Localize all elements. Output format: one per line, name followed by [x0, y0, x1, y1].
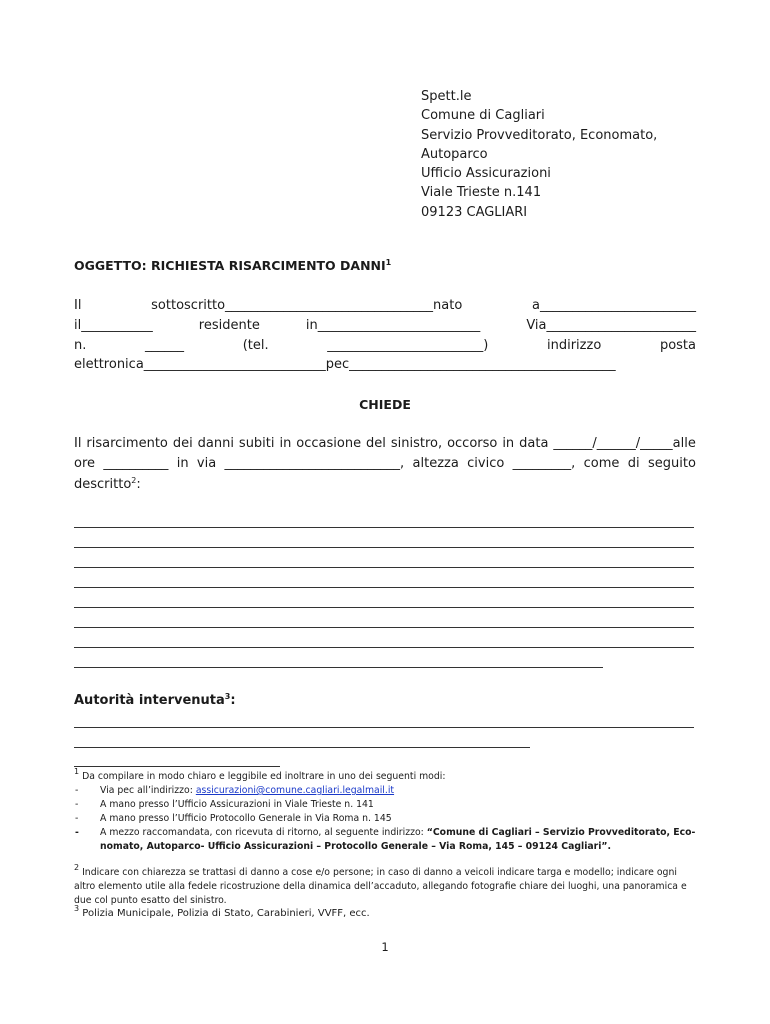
text-line: [74, 434, 696, 454]
word: Il: [74, 436, 82, 451]
footnote-mark: 3: [74, 904, 80, 913]
footnote-mark: 2: [74, 863, 80, 872]
list-prefix: A mezzo raccomandata, con ricevuta di ritorno, al seguente indirizzo:: [100, 827, 427, 838]
word: data: [519, 436, 549, 451]
word: il___________: [74, 317, 153, 333]
text-line: [74, 336, 696, 356]
authority-blank-line[interactable]: [74, 747, 530, 748]
word: altezza: [412, 456, 459, 472]
word: posta: [659, 337, 696, 353]
word: in_________________________: [305, 317, 481, 333]
word: n.: [74, 337, 87, 353]
footnote-list-item: [74, 798, 698, 812]
page-number: 1: [381, 940, 389, 954]
word: danni: [197, 436, 234, 451]
authority-label: Autorità intervenuta: [74, 693, 225, 708]
footnote-text: Da compilare in modo chiaro e leggibile ed inoltrare in uno dei seguenti modi:: [82, 771, 446, 782]
list-prefix: Via pec all’indirizzo:: [100, 785, 196, 796]
request-paragraph: [74, 434, 696, 495]
pec-email-link[interactable]: assicurazioni@comune.cagliari.legalmail.it: [195, 785, 395, 796]
list-text: A mano presso l’Ufficio Assicurazioni in Viale Trieste n. 141: [100, 799, 374, 810]
word: subiti: [238, 436, 275, 451]
footnote-text: Polizia Municipale, Polizia di Stato, Carabinieri, VVFF, ecc.: [82, 908, 370, 919]
list-text: [100, 784, 394, 798]
footnote-ref: 2: [131, 475, 137, 485]
recipient-line: Autoparco: [421, 146, 488, 162]
recipient-line: Ufficio Assicurazioni: [421, 166, 551, 182]
word: ______: [145, 337, 185, 353]
text-line: [74, 454, 696, 474]
word: ___________________________,: [224, 456, 405, 472]
footnote-list-item: [74, 812, 698, 826]
footnote-line: [74, 767, 698, 784]
word: come: [583, 456, 620, 472]
word: via: [196, 456, 217, 472]
word: ______/______/_____alle: [553, 436, 696, 451]
word: a________________________: [532, 298, 696, 313]
word: __________: [103, 456, 169, 472]
footnote-1: [74, 767, 698, 854]
authority-blank-line[interactable]: [74, 727, 694, 728]
text-line: [74, 296, 696, 316]
subject-text: OGGETTO: RICHIESTA RISARCIMENTO DANNI: [74, 258, 386, 273]
word: risarcimento: [86, 436, 168, 451]
footnote-separator: [74, 766, 280, 767]
word: seguito: [647, 456, 696, 472]
word: del: [366, 436, 386, 451]
word: _________,: [512, 456, 576, 472]
word: descritto: [74, 476, 132, 492]
description-blank-line[interactable]: [74, 627, 694, 628]
list-text: A mano presso l’Ufficio Protocollo Generale in Via Roma n. 145: [100, 813, 392, 824]
authority-heading: [74, 693, 236, 708]
footnote-list-item: [74, 826, 698, 854]
recipient-line: Comune di Cagliari: [421, 108, 545, 124]
description-blank-line[interactable]: [74, 647, 694, 648]
list-text: [100, 826, 698, 854]
footnote-2: [74, 863, 698, 908]
word: dei: [172, 436, 193, 451]
footnote-text: Indicare con chiarezza se trattasi di danno a cose e/o persone; in caso di danno a veicoli indicare targa e modello; indicare ogni altro elemento utile alla fedele ricostruzione della dinamica dell’accaduto, allegando fotografie chiare dei luoghi, una panoramica e due col punto esatto del sinistro.: [74, 867, 687, 906]
word: civico: [467, 456, 505, 472]
word: occorso: [447, 436, 498, 451]
description-blank-line[interactable]: [74, 607, 694, 608]
subject-heading: [74, 258, 391, 273]
footnote-list-item: [74, 784, 698, 798]
word: sottoscritto________________________________nato: [151, 298, 463, 313]
word: sinistro,: [390, 436, 443, 451]
dash: -: [75, 799, 79, 810]
recipient-line: Spett.le: [421, 89, 472, 104]
footnote-ref: 3: [224, 692, 231, 701]
word: elettronica____________________________pec_________________________________________: [74, 357, 616, 373]
word: indirizzo: [547, 337, 602, 353]
description-blank-line[interactable]: [74, 547, 694, 548]
recipient-line: Viale Trieste n.141: [421, 185, 542, 201]
word: :: [136, 476, 141, 492]
dash: -: [75, 813, 79, 824]
dash: -: [75, 785, 79, 796]
word: in: [176, 456, 189, 472]
word: [74, 475, 141, 495]
description-blank-line[interactable]: [74, 667, 603, 668]
word: residente: [198, 317, 260, 333]
text-line: [74, 475, 696, 495]
authority-colon: :: [230, 693, 236, 708]
footnote-3: [74, 904, 698, 921]
text-line: [74, 316, 696, 336]
recipient-address: [421, 87, 657, 222]
word: Il: [74, 298, 82, 313]
word: Via_______________________: [526, 317, 696, 333]
word: in: [502, 436, 515, 451]
description-blank-line[interactable]: [74, 587, 694, 588]
recipient-line: Servizio Provveditorato, Economato,: [421, 127, 658, 143]
word: in: [279, 436, 292, 451]
word: ore: [74, 456, 96, 472]
mailing-address: “Comune di Cagliari – Servizio Provveditorato, Eco-nomato, Autoparco- Ufficio Assicurazioni – Protocollo Generale – Via Roma, 145 – 09124 Cagliari”.: [100, 827, 696, 852]
word: di: [627, 456, 640, 472]
footnote-mark: 1: [74, 767, 80, 776]
text-line: [74, 355, 696, 375]
recipient-line: 09123 CAGLIARI: [421, 204, 528, 220]
description-blank-line[interactable]: [74, 567, 694, 568]
description-blank-line[interactable]: [74, 527, 694, 528]
personal-data-paragraph: [74, 296, 696, 375]
word: occasione: [296, 436, 362, 451]
chiede-heading: CHIEDE: [359, 397, 411, 412]
word: (tel.: [242, 337, 269, 353]
footnote-ref: 1: [385, 258, 392, 267]
word: ________________________): [327, 337, 489, 353]
dash: -: [75, 827, 79, 838]
